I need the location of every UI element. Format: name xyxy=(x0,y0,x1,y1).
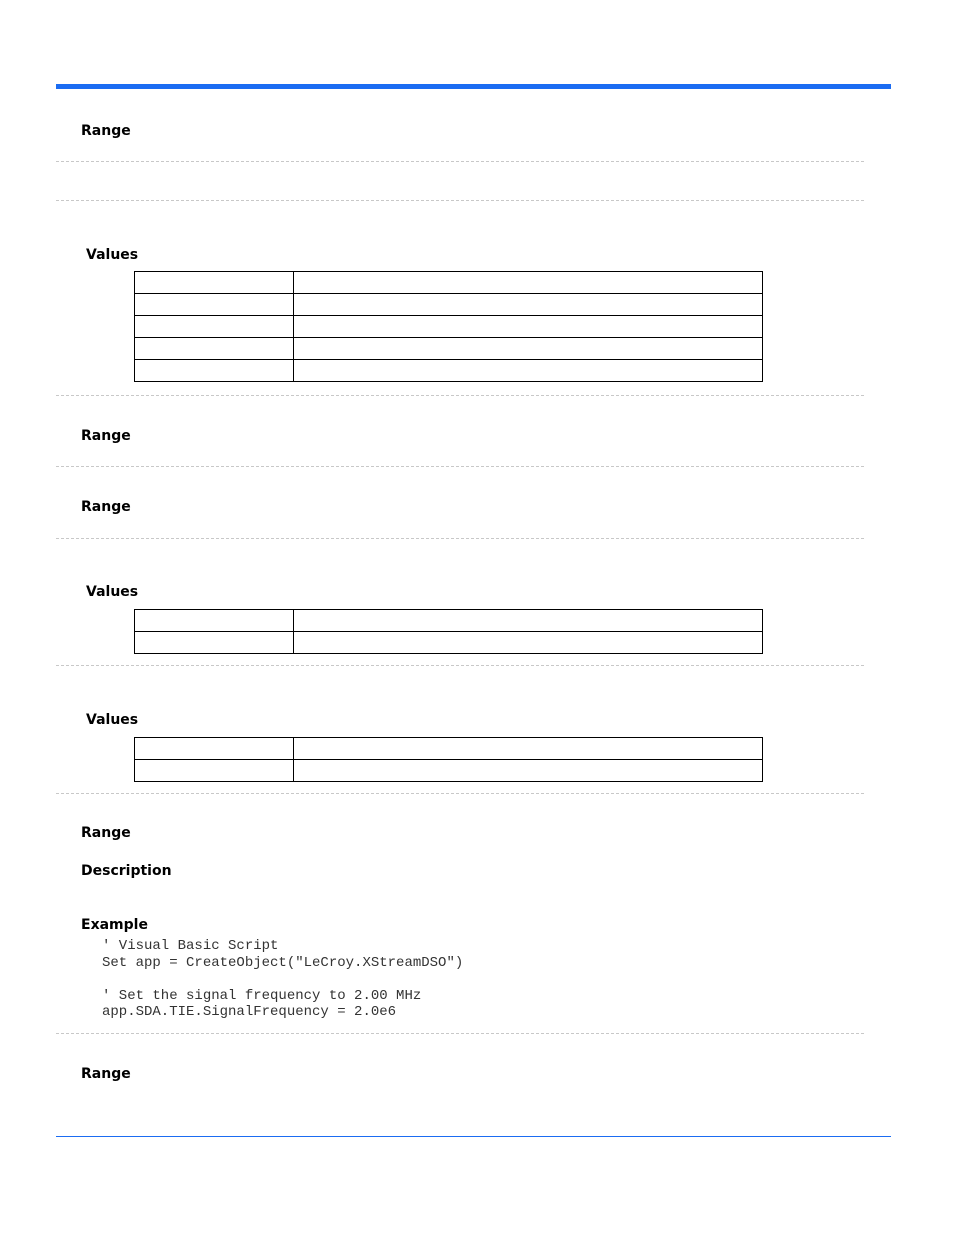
range-heading: Range xyxy=(81,1066,131,1082)
table-cell xyxy=(294,632,763,654)
table-row xyxy=(135,316,763,338)
table-cell xyxy=(294,338,763,360)
table-cell xyxy=(135,632,294,654)
table-row xyxy=(135,294,763,316)
table-cell xyxy=(135,738,294,760)
section-separator xyxy=(56,538,864,539)
table-cell xyxy=(294,760,763,782)
example-heading: Example xyxy=(81,917,148,933)
header-accent-bar xyxy=(56,84,891,89)
table-row xyxy=(135,632,763,654)
values-heading: Values xyxy=(86,247,139,263)
section-separator xyxy=(56,793,864,794)
code-line: ' Set the signal frequency to 2.00 MHz xyxy=(102,987,422,1004)
section-separator xyxy=(56,665,864,666)
footer-rule xyxy=(56,1136,891,1137)
example-code-block xyxy=(102,938,463,1021)
section-separator xyxy=(56,466,864,467)
description-heading: Description xyxy=(81,863,172,879)
table-cell xyxy=(294,610,763,632)
table-cell xyxy=(294,294,763,316)
table-cell xyxy=(135,294,294,316)
table-row xyxy=(135,272,763,294)
table-cell xyxy=(294,738,763,760)
table-cell xyxy=(135,360,294,382)
section-separator xyxy=(56,1033,864,1034)
values-table xyxy=(134,609,763,654)
range-heading: Range xyxy=(81,428,131,444)
table-row xyxy=(135,360,763,382)
table-row xyxy=(135,338,763,360)
code-line: ' Visual Basic Script xyxy=(102,938,279,954)
section-separator xyxy=(56,161,864,162)
table-cell xyxy=(135,760,294,782)
table-cell xyxy=(135,272,294,294)
table-cell xyxy=(135,610,294,632)
table-row xyxy=(135,738,763,760)
table-cell xyxy=(294,316,763,338)
table-row xyxy=(135,610,763,632)
range-heading: Range xyxy=(81,123,131,139)
values-table xyxy=(134,271,763,382)
section-separator xyxy=(56,395,864,396)
table-cell xyxy=(135,338,294,360)
table-cell xyxy=(294,360,763,382)
table-cell xyxy=(135,316,294,338)
values-table xyxy=(134,737,763,782)
section-separator xyxy=(56,200,864,201)
table-cell xyxy=(294,272,763,294)
range-heading: Range xyxy=(81,499,131,515)
code-line: Set app = CreateObject("LeCroy.XStreamDSO") xyxy=(102,954,464,971)
table-row xyxy=(135,760,763,782)
code-line xyxy=(102,971,463,988)
range-heading: Range xyxy=(81,825,131,841)
code-line: app.SDA.TIE.SignalFrequency = 2.0e6 xyxy=(102,1004,397,1021)
values-heading: Values xyxy=(86,584,139,600)
values-heading: Values xyxy=(86,712,139,728)
